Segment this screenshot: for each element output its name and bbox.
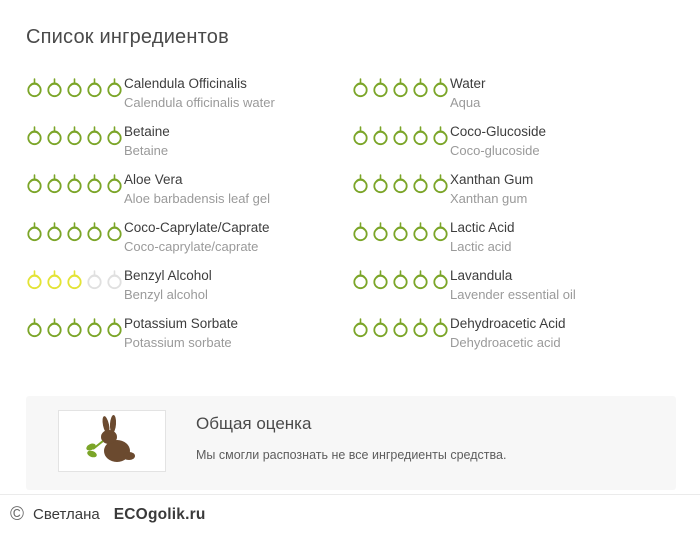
- ingredient-inci-name: Coco-glucoside: [450, 142, 540, 158]
- ingredient-inci-name: Lactic acid: [450, 238, 512, 254]
- drop-icon: [66, 222, 83, 242]
- ingredient-text: [450, 268, 576, 303]
- drop-icon: [372, 174, 389, 194]
- drop-icon: [432, 318, 449, 338]
- drop-icon: [412, 174, 429, 194]
- drop-icon: [106, 222, 123, 242]
- copyright-icon: ©: [10, 504, 24, 525]
- ingredient-rating: [352, 316, 450, 338]
- ingredients-grid: [26, 72, 676, 360]
- drop-icon: [432, 126, 449, 146]
- drop-icon: [412, 318, 429, 338]
- ingredient-name[interactable]: Betaine: [124, 124, 170, 139]
- drop-icon: [392, 270, 409, 290]
- ingredient-rating: [352, 220, 450, 242]
- footer-author: Светлана: [33, 506, 100, 523]
- ingredient-text: [450, 76, 486, 111]
- drop-icon: [372, 126, 389, 146]
- drop-icon: [432, 222, 449, 242]
- drop-icon: [46, 222, 63, 242]
- ingredient-rating: [352, 76, 450, 98]
- drop-icon: [432, 270, 449, 290]
- ingredient-name[interactable]: Lavandula: [450, 268, 513, 283]
- ingredient-inci-name: Aloe barbadensis leaf gel: [124, 190, 270, 206]
- drop-icon: [392, 126, 409, 146]
- drop-icon: [46, 270, 63, 290]
- drop-icon: [46, 318, 63, 338]
- drop-icon: [86, 174, 103, 194]
- drop-icon: [26, 78, 43, 98]
- ingredient-row: [26, 168, 352, 216]
- ingredient-rating: [26, 268, 124, 290]
- drop-icon: [352, 318, 369, 338]
- ingredient-rating: [26, 220, 124, 242]
- drop-icon: [106, 270, 123, 290]
- drop-icon: [86, 270, 103, 290]
- ingredient-row: [26, 120, 352, 168]
- ingredient-inci-name: Coco-caprylate/caprate: [124, 238, 259, 254]
- ingredient-text: [124, 172, 270, 207]
- ingredient-inci-name: Potassium sorbate: [124, 334, 232, 350]
- drop-icon: [46, 78, 63, 98]
- ingredient-rating: [352, 172, 450, 194]
- ingredient-rating: [26, 316, 124, 338]
- ingredient-row: [26, 312, 352, 360]
- drop-icon: [412, 222, 429, 242]
- ingredient-rating: [352, 268, 450, 290]
- ingredient-name[interactable]: Dehydroacetic Acid: [450, 316, 566, 331]
- footer-site[interactable]: ECOgolik.ru: [113, 505, 206, 523]
- ingredient-name[interactable]: Calendula Officinalis: [124, 76, 247, 91]
- drop-icon: [352, 126, 369, 146]
- drop-icon: [26, 222, 43, 242]
- drop-icon: [392, 222, 409, 242]
- drop-icon: [352, 222, 369, 242]
- ingredient-row: [352, 120, 676, 168]
- drop-icon: [352, 78, 369, 98]
- drop-icon: [392, 318, 409, 338]
- drop-icon: [26, 126, 43, 146]
- footer-bar: [0, 494, 700, 534]
- ingredient-row: [26, 264, 352, 312]
- drop-icon: [106, 318, 123, 338]
- ingredient-inci-name: Dehydroacetic acid: [450, 334, 561, 350]
- drop-icon: [26, 174, 43, 194]
- ingredient-text: [124, 268, 212, 303]
- ingredient-name[interactable]: Aloe Vera: [124, 172, 183, 187]
- drop-icon: [412, 126, 429, 146]
- drop-icon: [46, 174, 63, 194]
- ingredient-inci-name: Xanthan gum: [450, 190, 528, 206]
- ingredient-inci-name: Benzyl alcohol: [124, 286, 208, 302]
- drop-icon: [66, 270, 83, 290]
- drop-icon: [86, 318, 103, 338]
- overall-rating-panel: [26, 396, 676, 490]
- drop-icon: [412, 270, 429, 290]
- overall-rating-description: Мы смогли распознать не все ингредиенты средства.: [196, 448, 507, 462]
- drop-icon: [392, 174, 409, 194]
- drop-icon: [86, 126, 103, 146]
- ingredient-name[interactable]: Coco-Glucoside: [450, 124, 547, 139]
- drop-icon: [106, 78, 123, 98]
- drop-icon: [412, 78, 429, 98]
- drop-icon: [66, 78, 83, 98]
- ingredient-row: [352, 264, 676, 312]
- ingredient-row: [26, 216, 352, 264]
- ingredient-text: [124, 76, 275, 111]
- ingredient-row: [352, 312, 676, 360]
- ingredient-rating: [26, 76, 124, 98]
- drop-icon: [26, 318, 43, 338]
- ingredient-text: [450, 172, 533, 207]
- ingredient-row: [352, 216, 676, 264]
- drop-icon: [106, 126, 123, 146]
- ingredient-name[interactable]: Potassium Sorbate: [124, 316, 239, 331]
- drop-icon: [46, 126, 63, 146]
- ingredient-inci-name: Lavender essential oil: [450, 286, 576, 302]
- ingredient-text: [124, 124, 170, 159]
- ingredient-row: [352, 72, 676, 120]
- ingredient-text: [450, 124, 546, 159]
- page-title: Список ингредиентов: [26, 26, 229, 48]
- drop-icon: [392, 78, 409, 98]
- drop-icon: [352, 270, 369, 290]
- drop-icon: [86, 222, 103, 242]
- drop-icon: [352, 174, 369, 194]
- drop-icon: [372, 78, 389, 98]
- drop-icon: [432, 174, 449, 194]
- drop-icon: [86, 78, 103, 98]
- ingredient-name[interactable]: Coco-Caprylate/Caprate: [124, 220, 270, 235]
- drop-icon: [26, 270, 43, 290]
- rabbit-logo-icon: [59, 411, 166, 472]
- drop-icon: [372, 270, 389, 290]
- drop-icon: [66, 126, 83, 146]
- ingredient-inci-name: Betaine: [124, 142, 169, 158]
- drop-icon: [372, 318, 389, 338]
- ingredient-inci-name: Aqua: [450, 94, 481, 110]
- rabbit-logo-image: [58, 410, 166, 472]
- ingredient-name[interactable]: Xanthan Gum: [450, 172, 534, 187]
- ingredient-rating: [26, 124, 124, 146]
- drop-icon: [432, 78, 449, 98]
- overall-rating-title: Общая оценка: [196, 414, 312, 433]
- ingredient-row: [352, 168, 676, 216]
- ingredient-text: [124, 220, 270, 255]
- ingredient-inci-name: Calendula officinalis water: [124, 94, 275, 110]
- ingredient-name[interactable]: Benzyl Alcohol: [124, 268, 212, 283]
- ingredient-text: [450, 220, 515, 255]
- ingredient-name[interactable]: Lactic Acid: [450, 220, 515, 235]
- overall-rating-text: [196, 414, 506, 462]
- drop-icon: [66, 318, 83, 338]
- ingredient-text: [450, 316, 566, 351]
- ingredient-text: [124, 316, 238, 351]
- ingredient-row: [26, 72, 352, 120]
- drop-icon: [66, 174, 83, 194]
- ingredient-rating: [352, 124, 450, 146]
- drop-icon: [372, 222, 389, 242]
- ingredient-rating: [26, 172, 124, 194]
- ingredient-name[interactable]: Water: [450, 76, 486, 91]
- drop-icon: [106, 174, 123, 194]
